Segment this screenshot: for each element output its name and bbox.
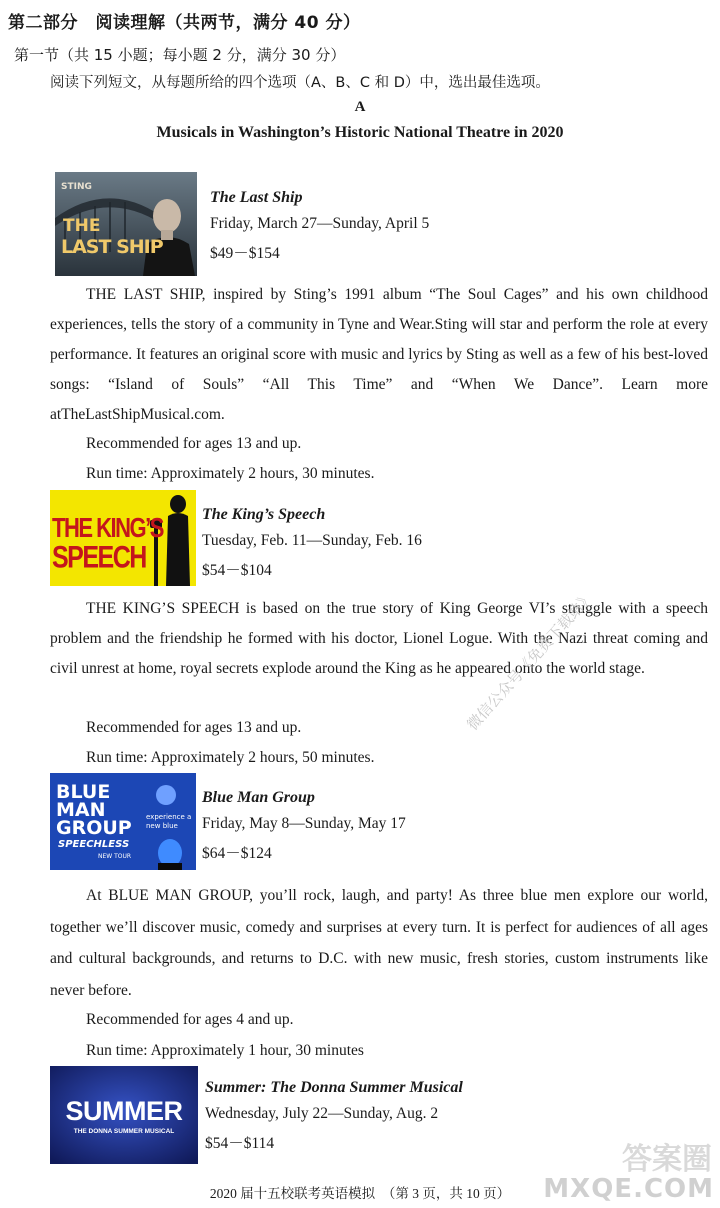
show-title-summer: Summer: The Donna Summer Musical xyxy=(205,1079,463,1096)
page-footer: 2020 届十五校联考英语模拟 （第 3 页，共 10 页） xyxy=(209,1186,511,1201)
kings-speech-poster-kings: THE KING’S xyxy=(52,512,163,544)
paragraph-text: THE KING’S SPEECH is based on the true story of King George VI’s struggle with a speech problem and the friendship he formed with his doctor, Lionel Logue. With the Nazi threat coming and civil unrest at home, royal secrets explode around the King as he appeared onto the world stage. xyxy=(50,600,708,677)
watermark-site: MXQE.COM xyxy=(543,1174,714,1204)
summer-poster-title: SUMMER xyxy=(65,1096,183,1126)
show-dates-kings-speech: Tuesday, Feb. 11—Sunday, Feb. 16 xyxy=(202,532,422,549)
summer-poster-subtitle: THE DONNA SUMMER MUSICAL xyxy=(73,1128,175,1135)
last-ship-poster-last-ship: LAST SHIP xyxy=(61,236,163,258)
watermark-logo: 答案圈 xyxy=(622,1142,712,1177)
show-price-kings-speech: $54－$104 xyxy=(202,562,272,579)
last-ship-poster xyxy=(55,172,197,276)
show-dates-last-ship: Friday, March 27—Sunday, April 5 xyxy=(210,215,430,232)
show-description-kings-speech xyxy=(50,594,708,684)
last-ship-poster-the: THE xyxy=(63,216,101,236)
show-ages-kings-speech: Recommended for ages 13 and up. xyxy=(86,719,302,736)
show-title-blue-man: Blue Man Group xyxy=(202,789,315,806)
last-ship-poster-sting: STING xyxy=(61,182,92,192)
blue-man-poster-experience: experience a new blue xyxy=(146,813,192,830)
summer-poster xyxy=(50,1066,198,1164)
section-heading: 第一节（共 15 小题；每小题 2 分，满分 30 分） xyxy=(14,46,346,64)
paragraph-text: At BLUE MAN GROUP, you’ll rock, laugh, and party! As three blue men explore our world, together we’ll discover music, comedy and surprises at every turn. It is perfect for audiences of all ages and cultural backgrounds, and returns to D.C. with new music, fresh stories, custom instruments like never before. xyxy=(50,887,708,999)
show-description-last-ship xyxy=(50,280,708,430)
diagonal-watermark: 微信公众号《免费下载站》 xyxy=(463,587,598,734)
blue-man-poster-new-tour: NEW TOUR xyxy=(98,853,132,860)
show-runtime-blue-man: Run time: Approximately 1 hour, 30 minutes xyxy=(86,1042,364,1059)
show-title-kings-speech: The King’s Speech xyxy=(202,506,326,523)
show-runtime-kings-speech: Run time: Approximately 2 hours, 50 minutes. xyxy=(86,749,375,766)
show-dates-blue-man: Friday, May 8—Sunday, May 17 xyxy=(202,815,406,832)
paragraph-text: THE LAST SHIP, inspired by Sting’s 1991 album “The Soul Cages” and his own childhood experiences, tells the story of a community in Tyne and Wear.Sting will star and perform the role at every performance. It features an original score with music and lyrics by Sting as well as a few of his best-loved songs: “Island of Souls” “All This Time” and “When We Dance”. Learn more atTheLastShipMusical.com. xyxy=(50,286,708,423)
kings-speech-poster-speech: SPEECH xyxy=(52,540,146,575)
instruction-text: 阅读下列短文，从每题所给的四个选项（A、B、C 和 D）中，选出最佳选项。 xyxy=(50,75,550,91)
passage-letter: A xyxy=(354,99,366,115)
passage-title: Musicals in Washington’s Historic National Theatre in 2020 xyxy=(156,124,564,141)
part-heading: 第二部分 阅读理解（共两节，满分 40 分） xyxy=(8,13,361,33)
show-ages-blue-man: Recommended for ages 4 and up. xyxy=(86,1011,294,1028)
blue-man-poster-blue: BLUE xyxy=(56,781,111,803)
blue-man-poster-man: MAN xyxy=(56,799,106,821)
show-dates-summer: Wednesday, July 22—Sunday, Aug. 2 xyxy=(205,1105,439,1122)
show-ages-last-ship: Recommended for ages 13 and up. xyxy=(86,435,302,452)
blue-man-poster-speechless: SPEECHLESS xyxy=(58,839,130,850)
show-description-blue-man xyxy=(50,880,708,1006)
kings-speech-poster xyxy=(50,490,196,586)
show-price-last-ship: $49－$154 xyxy=(210,245,280,262)
blue-man-poster xyxy=(50,773,196,870)
show-price-summer: $54－$114 xyxy=(205,1135,275,1152)
show-title-last-ship: The Last Ship xyxy=(210,189,303,206)
blue-man-poster-group: GROUP xyxy=(56,817,132,839)
show-runtime-last-ship: Run time: Approximately 2 hours, 30 minutes. xyxy=(86,465,375,482)
show-price-blue-man: $64－$124 xyxy=(202,845,272,862)
